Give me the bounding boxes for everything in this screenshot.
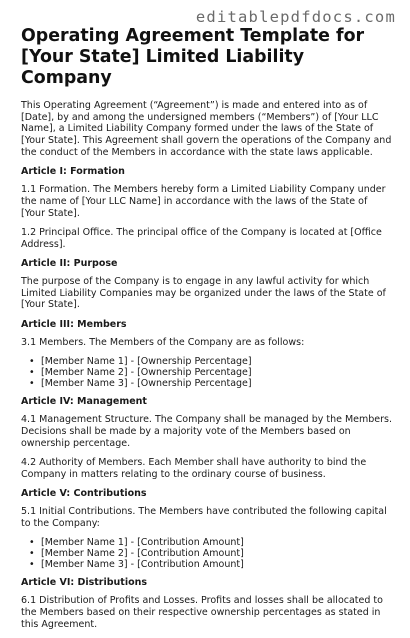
article-paragraph: 1.1 Formation. The Members hereby form a Limited Liability Company under the name of [Your LLC Name] in accordance with the laws of the State of [Your State]. (21, 184, 386, 219)
article-paragraph: 6.1 Distribution of Profits and Losses. Profits and losses shall be allocated to the Members based on their respective ownership percentages as stated in this Agreement. (21, 595, 383, 630)
article-heading: Article II: Purpose (21, 257, 118, 269)
article-heading: Article VI: Distributions (21, 577, 148, 588)
intro-paragraph: This Operating Agreement (“Agreement”) is made and entered into as of [Date], by and among the undersigned members (“Members”) of [Your LLC Name], a Limited Liability Company formed under the laws of the State of [Your State]. This Agreement shall govern the operations of the Company and the conduct of the Members in accordance with the state laws applicable. (21, 100, 392, 158)
list-item: • [Member Name 1] - [Ownership Percentage] (41, 356, 393, 367)
watermark: editablepdfdocs.com (195, 8, 396, 26)
article-paragraph: 3.1 Members. The Members of the Company are as follows: (21, 336, 305, 348)
article-paragraph: 5.1 Initial Contributions. The Members have contributed the following capital to the Company: (21, 505, 387, 529)
article-paragraph: 4.1 Management Structure. The Company shall be managed by the Members. Decisions shall be made by a majority vote of the Members based on ownership percentage. (21, 414, 393, 449)
list-item: • [Member Name 3] - [Ownership Percentage] (41, 378, 393, 389)
list-item: • [Member Name 1] - [Contribution Amount] (41, 537, 393, 548)
article-paragraph: 4.2 Authority of Members. Each Member shall have authority to bind the Company in matters relating to the ordinary course of business. (21, 456, 367, 480)
list-item: • [Member Name 2] - [Ownership Percentage] (41, 367, 393, 378)
contribution-list (21, 537, 393, 571)
article-heading: Article III: Members (21, 318, 127, 330)
article-paragraph: The purpose of the Company is to engage in any lawful activity for which Limited Liability Companies may be organized under the laws of the State of [Your State]. (21, 275, 386, 311)
member-list (21, 356, 393, 390)
article-heading: Article IV: Management (21, 396, 147, 408)
document-title: Operating Agreement Template for [Your State] Limited Liability Company (21, 26, 365, 88)
article-heading: Article V: Contributions (21, 487, 147, 499)
list-item: • [Member Name 3] - [Contribution Amount] (41, 559, 393, 570)
list-item: • [Member Name 2] - [Contribution Amount] (41, 548, 393, 559)
article-heading: Article I: Formation (21, 166, 125, 178)
document-page (21, 26, 393, 638)
article-paragraph: 1.2 Principal Office. The principal office of the Company is located at [Office Address]. (21, 226, 382, 250)
